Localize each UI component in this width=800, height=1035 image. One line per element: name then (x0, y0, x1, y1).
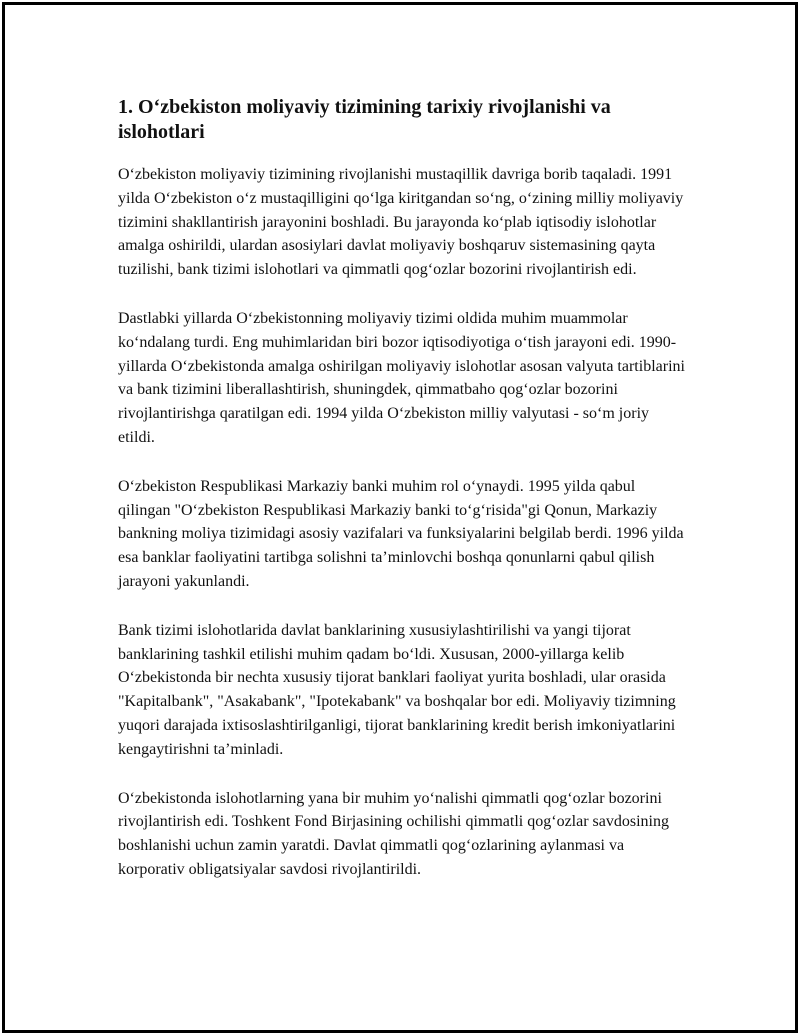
paragraph-2: Dastlabki yillarda O‘zbekistonning moliyaviy tizimi oldida muhim muammolar ko‘ndalang turdi. Eng muhimlaridan biri bozor iqtisodiyotiga o‘tish jarayoni edi. 1990-yillarda O‘zbekistonda amalga oshirilgan moliyaviy islohotlar asosan valyuta tartiblarini va bank tizimini liberallashtirish, shuningdek, qimmatbaho qog‘ozlar bozorini rivojlantirishga qaratilgan edi. 1994 yilda O‘zbekiston milliy valyutasi - so‘m joriy etildi. (118, 309, 685, 446)
paragraph-3: O‘zbekiston Respublikasi Markaziy banki muhim rol o‘ynaydi. 1995 yilda qabul qilingan "O‘zbekiston Respublikasi Markaziy banki to‘g‘risida"gi Qonun, Markaziy bankning moliya tizimidagi asosiy vazifalari va funksiyalarini belgilab berdi. 1996 yilda esa banklar faoliyatini tartibga solishni ta’minlovchi boshqa qonunlarni qabul qilish jarayoni yakunlandi. (118, 477, 684, 590)
paragraph-5: O‘zbekistonda islohotlarning yana bir muhim yo‘nalishi qimmatli qog‘ozlar bozorini rivojlantirish edi. Toshkent Fond Birjasining ochilishi qimmatli qog‘ozlar savdosining boshlanishi uchun zamin yaratdi. Davlat qimmatli qog‘ozlarining aylanmasi va korporativ obligatsiyalar savdosi rivojlantirildi. (118, 789, 669, 878)
paragraph-4: Bank tizimi islohotlarida davlat banklarining xususiylashtirilishi va yangi tijorat banklarining tashkil etilishi muhim qadam bo‘ldi. Xususan, 2000-yillarga kelib O‘zbekistonda bir nechta xususiy tijorat banklari faoliyat yurita boshladi, ular orasida "Kapitalbank", "Asakabank", "Ipotekabank" va boshqalar bor edi. Moliyaviy tizimning yuqori darajada ixtisoslashtirilganligi, tijorat banklarining kredit berish imkoniyatlarini kengaytirishni ta’minladi. (118, 621, 676, 758)
document-body (118, 95, 686, 907)
section-heading: 1. O‘zbekiston moliyaviy tizimining tarixiy rivojlanishi va islohotlari (118, 96, 611, 143)
paragraph-1: O‘zbekiston moliyaviy tizimining rivojlanishi mustaqillik davriga borib taqaladi. 1991 yilda O‘zbekiston o‘z mustaqilligini qo‘lga kiritgandan so‘ng, o‘zining milliy moliyaviy tizimini shakllantirish jarayonini boshladi. Bu jarayonda ko‘plab iqtisodiy islohotlar amalga oshirildi, ulardan asosiylari davlat moliyaviy boshqaruv sistemasining qayta tuzilishi, bank tizimi islohotlari va qimmatli qog‘ozlar bozorini rivojlantirish edi. (118, 166, 684, 279)
